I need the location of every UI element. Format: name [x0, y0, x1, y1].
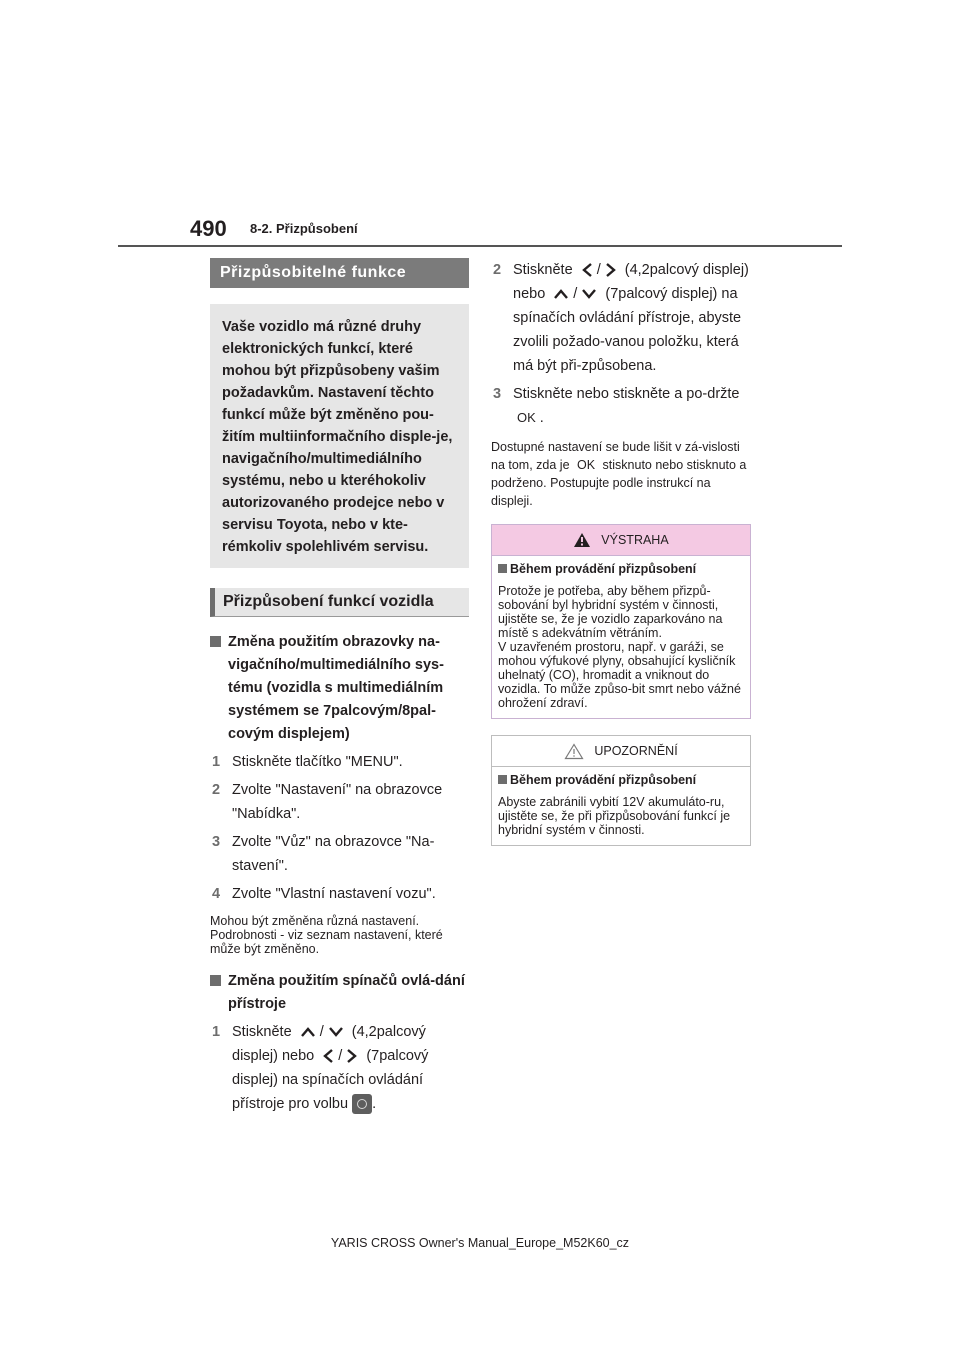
- step-period: .: [372, 1096, 377, 1112]
- warning-subheading-text: Během provádění přizpůsobení: [510, 562, 697, 576]
- chevron-right-icon: [346, 1048, 358, 1064]
- step-number: 2: [493, 262, 502, 278]
- step-number: 2: [212, 782, 221, 798]
- step-item: [491, 258, 751, 378]
- step-text-c: (7palcový displej) na spínačích ovládání přístroje, abyste zvolili požado-vanou položku, která má být při-způsobena.: [513, 286, 742, 374]
- subheading-multimedia: [210, 631, 469, 746]
- step-item: [210, 750, 469, 774]
- heading-customizable-features: Přizpůsobitelné funkce: [210, 258, 469, 288]
- caution-subheading-text: Během provádění přizpůsobení: [510, 773, 697, 787]
- warning-triangle-icon: [573, 532, 591, 548]
- warning-text: Protože je potřeba, aby během přizpů-sobování byl hybridní systém v činnosti, ujistěte se, že je vozidlo zaparkováno na místě s adekvátním větráním. V uzavřeném prostoru, např. v garáži, se mohou výfukové plyny, obsahující kysličník uhelnatý (CO), hromadit a vniknout do vozidla. To může způso-bit smrt nebo vážné ohrožení zdraví.: [498, 584, 741, 710]
- chevron-left-icon: [322, 1048, 334, 1064]
- chevron-down-icon: [328, 1026, 344, 1038]
- step-number: 4: [212, 886, 221, 902]
- footer-manual-id: YARIS CROSS Owner's Manual_Europe_M52K60_cz: [330, 1236, 630, 1250]
- step-item: [210, 830, 469, 878]
- step-item: [210, 1020, 469, 1116]
- step-text-c: (7palcový displej) na spínačích ovládání přístroje pro volbu: [232, 1048, 429, 1112]
- square-bullet-icon: [210, 975, 221, 986]
- page-number: 490: [190, 216, 227, 241]
- caution-body: [492, 767, 750, 845]
- warning-header: [492, 525, 750, 556]
- settings-gear-icon: [352, 1094, 372, 1114]
- chevron-down-icon: [581, 288, 597, 300]
- step-text-a: Stiskněte nebo stiskněte a po-držte: [513, 386, 740, 402]
- step-text: Stiskněte tlačítko "MENU".: [232, 754, 403, 770]
- caution-subheading: [498, 773, 744, 787]
- note-ok-behavior: [491, 438, 751, 510]
- step-text: Zvolte "Vůz" na obrazovce "Na-stavení".: [232, 834, 435, 874]
- caution-text: Abyste zabránili vybití 12V akumuláto-ru, ujistěte se, že při přizpůsobování funkcí je hybridní systém v činnosti.: [498, 795, 731, 837]
- right-column: [491, 258, 751, 846]
- step-number: 3: [212, 834, 221, 850]
- intro-box: Vaše vozidlo má různé druhy elektronických funkcí, které mohou být přizpůsobeny vašim požadavkům. Nastavení těchto funkcí může být změněno pou-žitím multiinformačního disple-je, navigačního/multimediálního systému, nebo u kteréhokoliv autorizovaného prodejce nebo v servisu Toyota, nebo v kte-rémkoliv spolehlivém servisu.: [210, 304, 469, 568]
- step-number: 3: [493, 386, 502, 402]
- step-text: Zvolte "Nastavení" na obrazovce "Nabídka".: [232, 782, 443, 822]
- step-text-a: Stiskněte: [232, 1024, 292, 1040]
- step-number: 1: [212, 754, 221, 770]
- left-column: [210, 258, 469, 1116]
- step-item: [491, 382, 751, 430]
- step-text-b: (4,2palcový displej) nebo: [232, 1024, 426, 1064]
- warning-subheading: [498, 562, 744, 576]
- step-item: [210, 778, 469, 826]
- slash-separator: /: [338, 1048, 343, 1064]
- ok-label: OK: [517, 410, 536, 425]
- step-text-b: (4,2palcový displej) nebo: [513, 262, 749, 302]
- note-text-b: stisknuto nebo stisknuto a podrženo. Postupujte podle instrukcí na displeji.: [491, 458, 747, 508]
- subheading-instrument-switches: [210, 970, 469, 1016]
- section-title: 8-2. Přizpůsobení: [250, 221, 358, 236]
- caution-box: [491, 735, 751, 846]
- chevron-up-icon: [300, 1026, 316, 1038]
- chevron-left-icon: [581, 262, 593, 278]
- subheading-instrument-switches-text: Změna použitím spínačů ovlá-dání přístroje: [228, 973, 465, 1012]
- subheading-multimedia-text: Změna použitím obrazovky na-vigačního/multimediálního sys-tému (vozidla s multimediálním systémem se 7palcovým/8pal-covým displejem): [228, 634, 444, 742]
- warning-body: [492, 556, 750, 718]
- caution-triangle-icon: [564, 743, 584, 760]
- chevron-up-icon: [553, 288, 569, 300]
- heading-vehicle-customization: Přizpůsobení funkcí vozidla: [210, 588, 469, 617]
- square-bullet-icon: [210, 636, 221, 647]
- warning-box: [491, 524, 751, 719]
- slash-separator: /: [573, 286, 578, 302]
- note-settings: Mohou být změněna různá nastavení. Podrobnosti - viz seznam nastavení, které může být změněno.: [210, 914, 443, 956]
- slash-separator: /: [319, 1024, 324, 1040]
- step-number: 1: [212, 1024, 221, 1040]
- caution-header: [492, 736, 750, 767]
- step-period: .: [539, 410, 544, 426]
- step-item: [210, 882, 469, 906]
- step-text: Zvolte "Vlastní nastavení vozu".: [232, 886, 436, 902]
- caution-title: UPOZORNĚNÍ: [594, 744, 678, 758]
- warning-title: VÝSTRAHA: [601, 533, 669, 547]
- chevron-right-icon: [605, 262, 617, 278]
- header-rule: [118, 245, 842, 247]
- square-bullet-icon: [498, 564, 507, 573]
- step-text-a: Stiskněte: [513, 262, 573, 278]
- ok-label: OK: [577, 458, 596, 472]
- note-text-a: Dostupné nastavení se bude lišit v zá-vislosti na tom, zda je: [491, 440, 740, 472]
- slash-separator: /: [596, 262, 601, 278]
- square-bullet-icon: [498, 775, 507, 784]
